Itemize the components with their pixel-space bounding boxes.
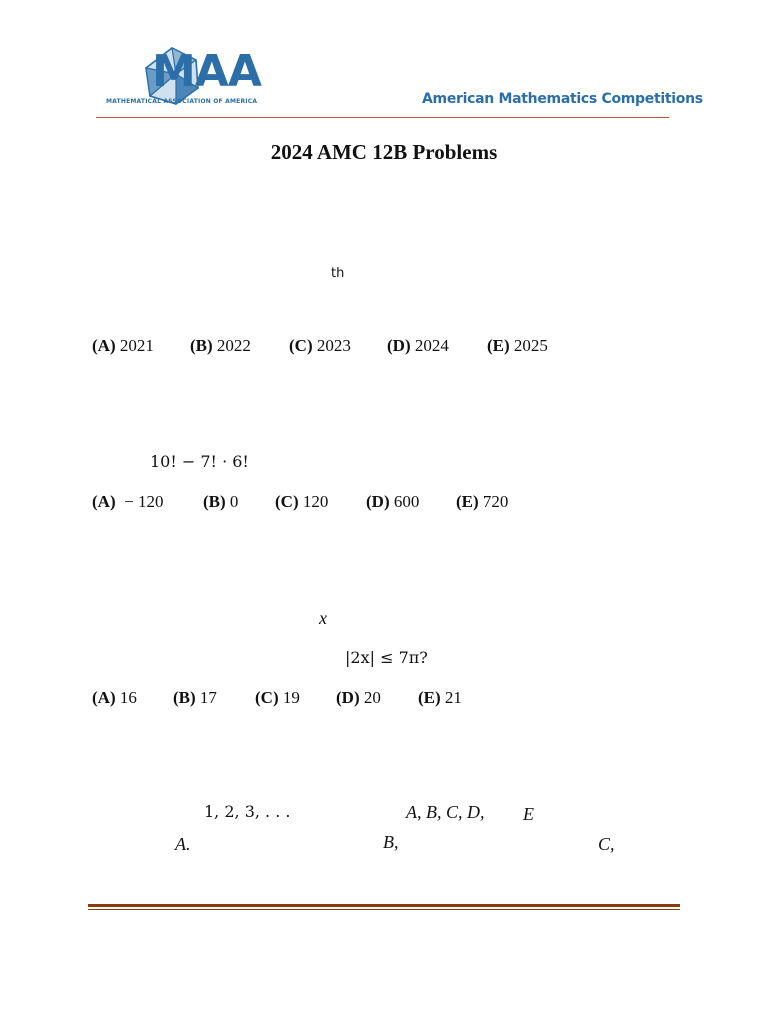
choice-b: (B) 2022 <box>190 336 251 355</box>
choice-a: (A) − 120 <box>92 492 164 511</box>
problem4-letter-a: A. <box>175 834 191 854</box>
choice-d: (D) 600 <box>366 492 420 511</box>
problem4-sequence: 1, 2, 3, . . . <box>204 802 291 821</box>
choice-d: (D) 20 <box>336 688 381 707</box>
logo-text: MAA <box>152 46 261 97</box>
choice-e: (E) 720 <box>456 492 509 511</box>
footer-divider-thick <box>88 904 680 907</box>
logo-subtitle: MATHEMATICAL ASSOCIATION OF AMERICA <box>106 98 258 105</box>
choice-e: (E) 21 <box>418 688 462 707</box>
problem4-letter-b: B, <box>383 832 399 852</box>
choice-c: (C) 19 <box>255 688 300 707</box>
problem2-expression: 10! − 7! · 6! <box>150 452 249 471</box>
document-title: 2024 AMC 12B Problems <box>270 140 498 164</box>
choice-e: (E) 2025 <box>487 336 548 355</box>
choice-c: (C) 2023 <box>289 336 351 355</box>
footer-divider-thin <box>88 909 680 910</box>
choice-b: (B) 0 <box>203 492 239 511</box>
choice-b: (B) 17 <box>173 688 217 707</box>
header-divider <box>96 117 669 118</box>
problem1-fragment: th <box>331 266 345 281</box>
choice-a: (A) 16 <box>92 688 137 707</box>
problem4-letter-e: E <box>523 804 534 824</box>
problem3-inequality: |2x| ≤ 7π? <box>345 648 428 667</box>
choice-c: (C) 120 <box>275 492 329 511</box>
problem3-variable: x <box>319 608 327 628</box>
problem4-letters: A, B, C, D, <box>406 802 485 822</box>
problem4-letter-c: C, <box>598 834 615 854</box>
choice-a: (A) 2021 <box>92 336 154 355</box>
choice-d: (D) 2024 <box>387 336 449 355</box>
program-title: American Mathematics Competitions <box>422 91 703 107</box>
